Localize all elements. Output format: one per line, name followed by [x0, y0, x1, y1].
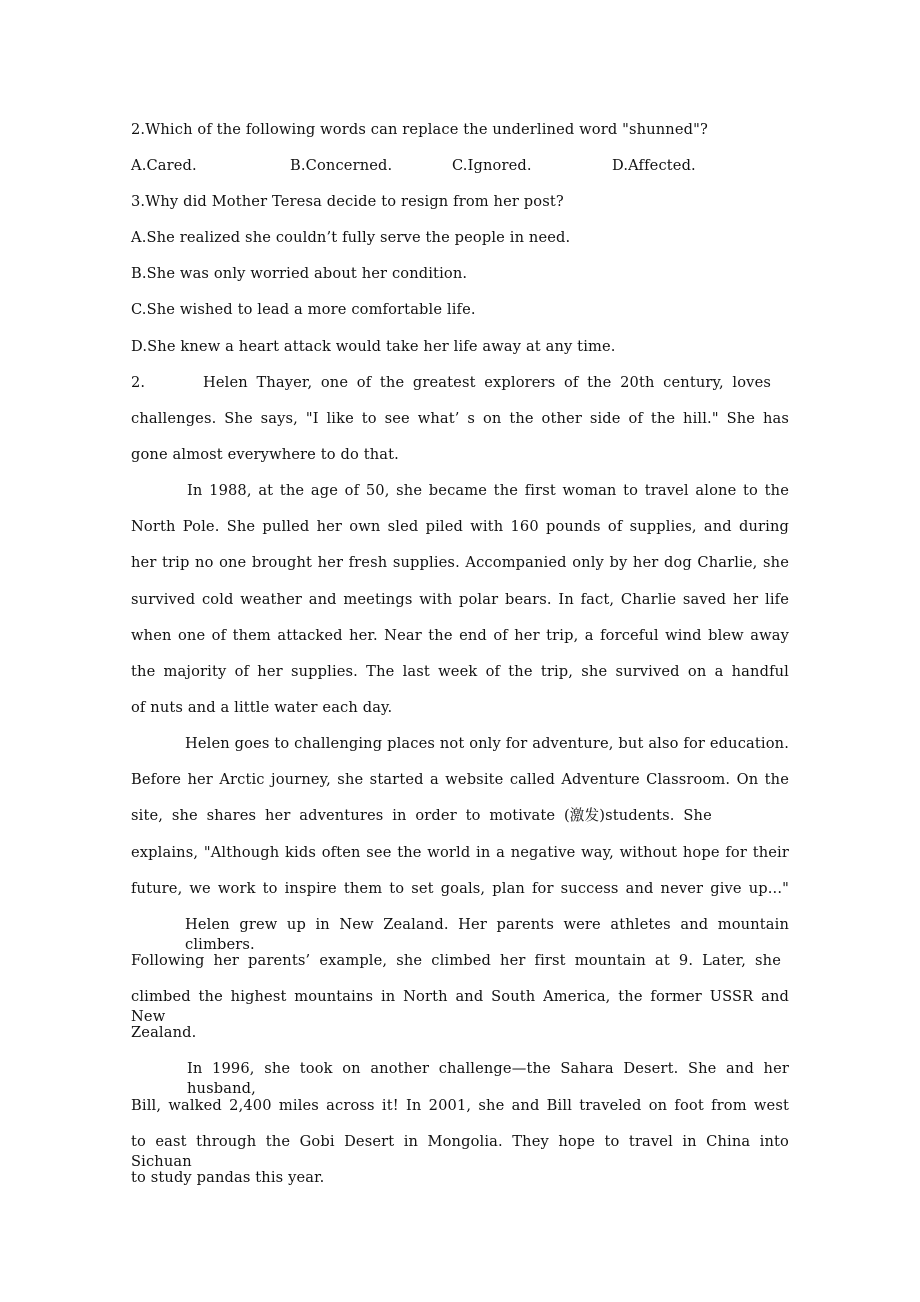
passage-line: of nuts and a little water each day.: [131, 699, 393, 716]
question-2-option-a: A.Cared.: [131, 157, 197, 174]
passage-line: survived cold weather and meetings with polar bears. In fact, Charlie saved her life: [131, 591, 789, 608]
passage-line: challenges. She says, "I like to see what’ s on the other side of the hill." She has: [131, 410, 789, 427]
passage-number: 2.: [131, 374, 146, 391]
passage-line: the majority of her supplies. The last week of the trip, she survived on a handful: [131, 663, 789, 680]
question-3-option-a: A.She realized she couldn’t fully serve the people in need.: [131, 229, 571, 246]
question-2-option-b: B.Concerned.: [290, 157, 393, 174]
passage-line: site, she shares her adventures in order to motivate (激发)students. She: [131, 807, 712, 824]
passage-line: her trip no one brought her fresh supplies. Accompanied only by her dog Charlie, she: [131, 554, 789, 571]
question-3-option-b: B.She was only worried about her condition.: [131, 265, 468, 282]
question-2-option-c: C.Ignored.: [452, 157, 532, 174]
passage-line: In 1996, she took on another challenge—the Sahara Desert. She and her husband,: [187, 1060, 789, 1097]
passage-line: explains, "Although kids often see the world in a negative way, without hope for their: [131, 844, 789, 861]
passage-line: Before her Arctic journey, she started a website called Adventure Classroom. On the: [131, 771, 789, 788]
question-3-option-d: D.She knew a heart attack would take her life away at any time.: [131, 338, 616, 355]
question-3-stem: 3.Why did Mother Teresa decide to resign from her post?: [131, 193, 564, 210]
question-3-option-c: C.She wished to lead a more comfortable life.: [131, 301, 476, 318]
passage-line: to study pandas this year.: [131, 1169, 325, 1186]
passage-line: Helen grew up in New Zealand. Her parents were athletes and mountain climbers.: [185, 916, 789, 953]
passage-line: North Pole. She pulled her own sled piled with 160 pounds of supplies, and during: [131, 518, 789, 535]
passage-line: Helen Thayer, one of the greatest explorers of the 20th century, loves: [203, 374, 771, 391]
question-2-option-d: D.Affected.: [612, 157, 696, 174]
passage-line: when one of them attacked her. Near the end of her trip, a forceful wind blew away: [131, 627, 789, 644]
passage-line: Following her parents’ example, she climbed her first mountain at 9. Later, she: [131, 952, 781, 969]
passage-line: future, we work to inspire them to set goals, plan for success and never give up...": [131, 880, 789, 897]
passage-line: Zealand.: [131, 1024, 197, 1041]
passage-line: In 1988, at the age of 50, she became the first woman to travel alone to the: [187, 482, 789, 499]
passage-line: Helen goes to challenging places not only for adventure, but also for education.: [185, 735, 789, 752]
question-2-stem: 2.Which of the following words can replace the underlined word "shunned"?: [131, 121, 708, 138]
passage-line: climbed the highest mountains in North and South America, the former USSR and New: [131, 988, 789, 1025]
passage-line: gone almost everywhere to do that.: [131, 446, 399, 463]
passage-line: to east through the Gobi Desert in Mongolia. They hope to travel in China into Sichuan: [131, 1133, 789, 1170]
passage-line: Bill, walked 2,400 miles across it! In 2001, she and Bill traveled on foot from west: [131, 1097, 789, 1114]
